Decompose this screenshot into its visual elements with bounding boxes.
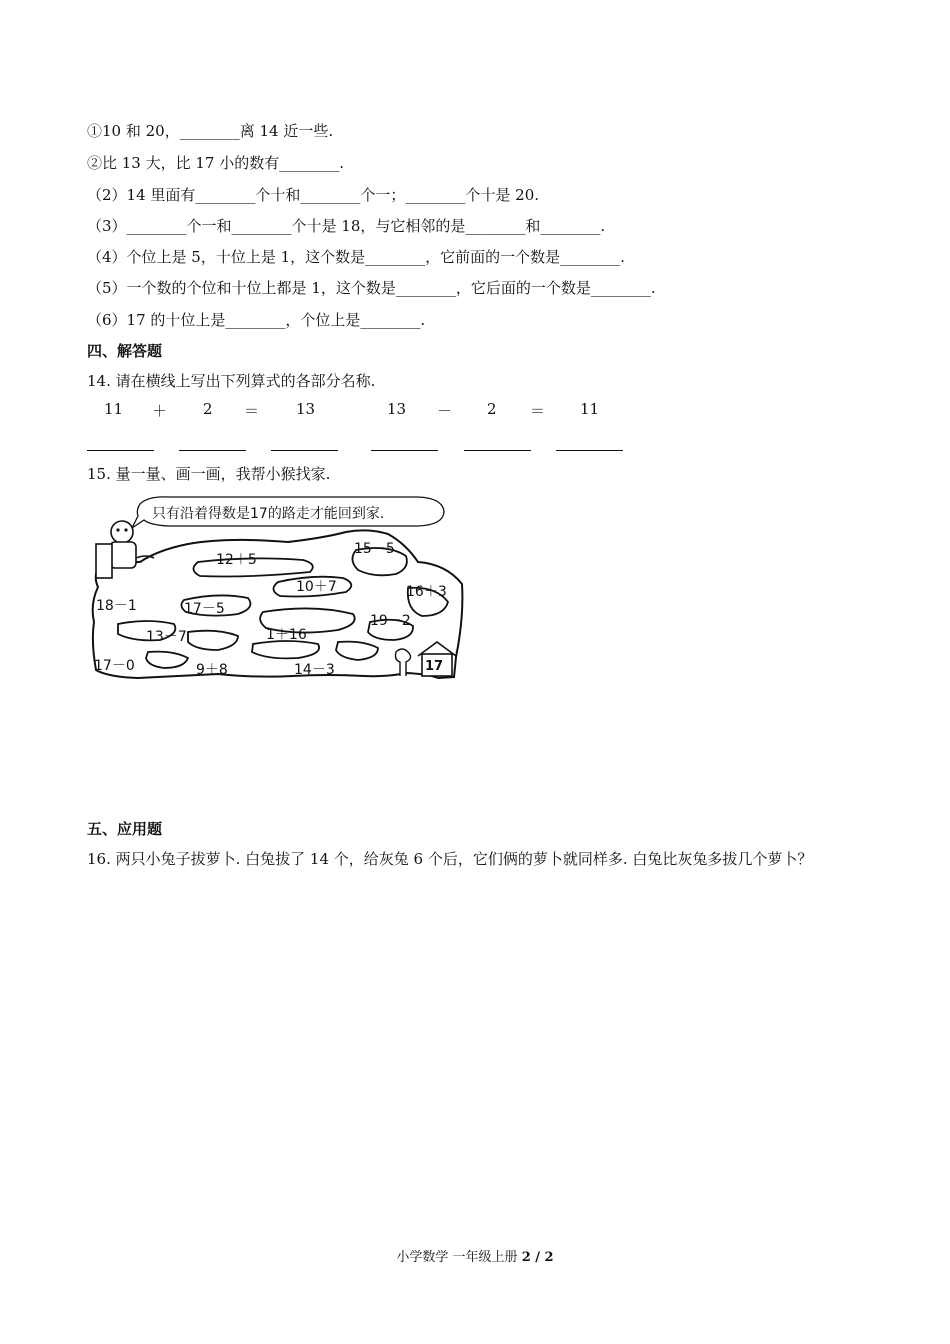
question-line-7: （6）17 的十位上是________，个位上是________.: [87, 311, 426, 329]
maze-cell-9: 1＋16: [266, 627, 307, 643]
question-14: 14. 请在横线上写出下列算式的各部分名称.: [87, 372, 376, 390]
eq1-term-2: 2: [203, 400, 213, 418]
maze-cell-6: 17－5: [184, 601, 225, 617]
maze-cell-5: 18－1: [96, 598, 137, 614]
question-line-4: （3）________个一和________个十是 18，与它相邻的是________和________.: [87, 217, 606, 235]
question-line-6: （5）一个数的个位和十位上都是 1，这个数是________，它后面的一个数是________.: [87, 279, 656, 297]
answer-blanks: [87, 436, 647, 452]
maze-cell-7: 19－2: [370, 613, 411, 629]
maze-cell-11: 9＋8: [196, 662, 228, 678]
question-16: 16. 两只小兔子拔萝卜. 白兔拔了 14 个，给灰兔 6 个后，它们俩的萝卜就同样多. 白兔比灰兔多拔几个萝卜？: [87, 850, 813, 868]
eq2-minus: －: [437, 402, 453, 420]
section-5-title: 五、应用题: [87, 820, 163, 838]
eq2-equals: ＝: [530, 402, 546, 420]
eq1-equals: ＝: [244, 402, 260, 420]
page-number: 2 / 2: [521, 1250, 554, 1265]
answer-blank-4[interactable]: [371, 436, 438, 451]
speech-bubble-text: 只有沿着得数是17的路走才能回到家.: [152, 506, 385, 522]
eq2-term-2: 2: [487, 400, 497, 418]
question-line-2: ②比 13 大，比 17 小的数有________.: [87, 154, 345, 172]
maze-cell-3: 10＋7: [296, 579, 337, 595]
section-4-title: 四、解答题: [87, 342, 163, 360]
answer-blank-5[interactable]: [464, 436, 531, 451]
maze-cell-12: 14－3: [294, 662, 335, 678]
answer-blank-3[interactable]: [271, 436, 338, 451]
eq1-result: 13: [296, 400, 316, 418]
question-line-5: （4）个位上是 5，十位上是 1，这个数是________，它前面的一个数是________.: [87, 248, 625, 266]
question-line-1: ①10 和 20，________离 14 近一些.: [87, 122, 334, 140]
answer-blank-6[interactable]: [556, 436, 623, 451]
maze-cell-8: 13－7: [146, 629, 187, 645]
footer-text: 小学数学 一年级上册: [396, 1250, 522, 1265]
eq2-term-1: 13: [387, 400, 407, 418]
house-number: 17: [425, 659, 444, 674]
monkey-maze-image: [88, 492, 466, 684]
page-footer: [0, 1246, 950, 1265]
eq2-result: 11: [580, 400, 600, 418]
question-line-3: （2）14 里面有________个十和________个一；________个十是 20.: [87, 186, 540, 204]
maze-cell-1: 12＋5: [216, 552, 257, 568]
answer-blank-1[interactable]: [87, 436, 154, 451]
eq1-plus: ＋: [152, 402, 168, 420]
maze-cell-10: 17－0: [94, 658, 135, 674]
maze-cell-2: 15－5: [354, 541, 395, 557]
eq1-term-1: 11: [104, 400, 124, 418]
maze-cell-4: 16＋3: [406, 584, 447, 600]
answer-blank-2[interactable]: [179, 436, 246, 451]
question-15: 15. 量一量、画一画，我帮小猴找家.: [87, 465, 331, 483]
